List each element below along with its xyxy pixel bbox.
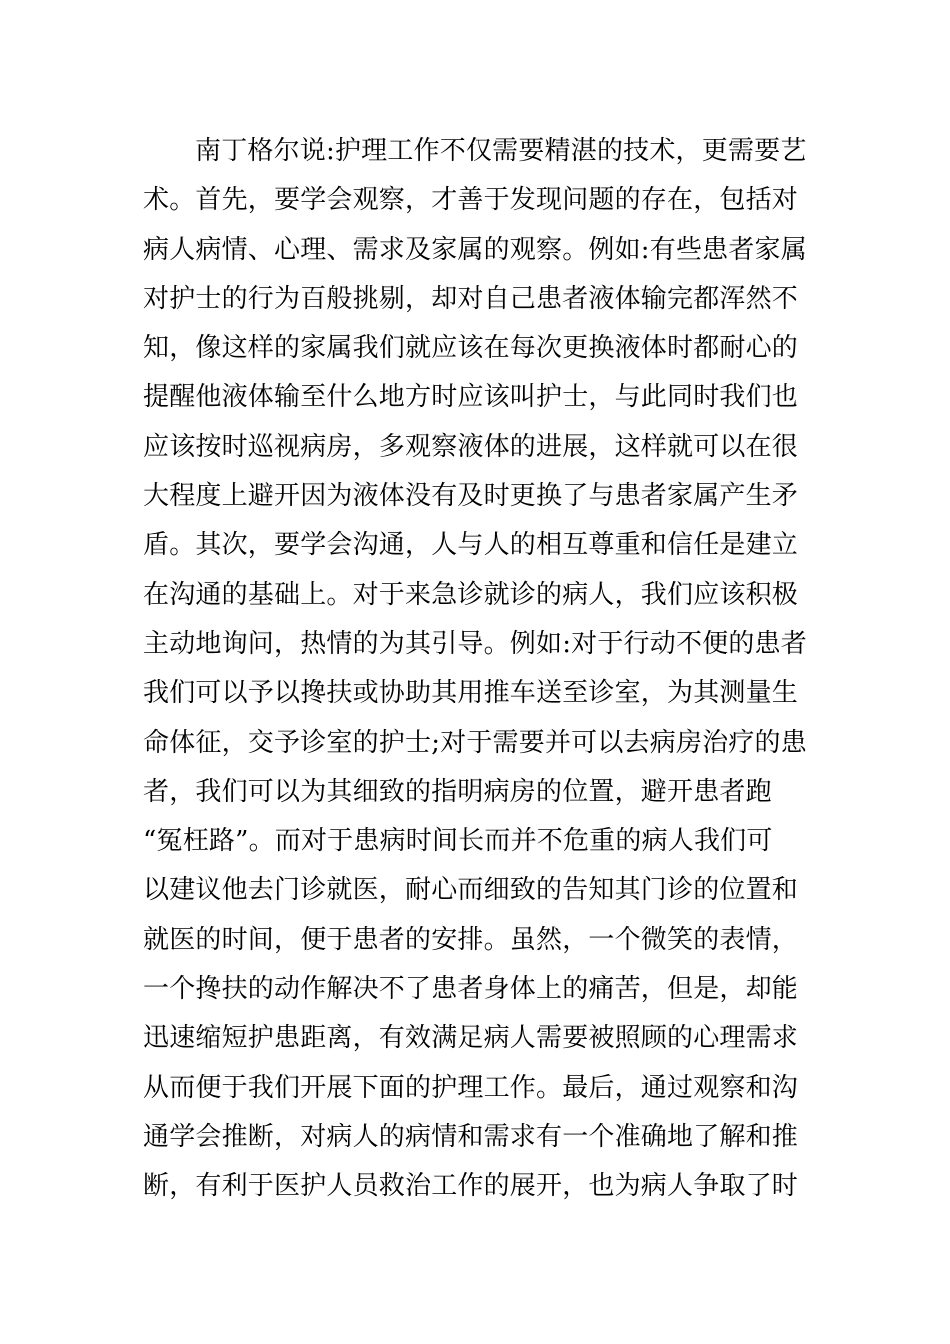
text-line-20: 从而便于我们开展下面的护理工作。最后，通过观察和沟 [143, 1072, 799, 1103]
text-line-8: 大程度上避开因为液体没有及时更换了与患者家属产生矛 [143, 481, 799, 512]
text-line-1: 南丁格尔说:护理工作不仅需要精湛的技术，更需要艺 [195, 136, 807, 166]
body-paragraph [143, 127, 813, 1212]
text-line-22: 断，有利于医护人员救治工作的展开，也为病人争取了时 [143, 1171, 799, 1202]
text-line-4: 对护士的行为百般挑剔，却对自己患者液体输完都浑然不 [143, 283, 799, 314]
text-line-21: 通学会推断，对病人的病情和需求有一个准确地了解和推 [143, 1121, 799, 1152]
text-line-13: 命体征，交予诊室的护士;对于需要并可以去病房治疗的患 [143, 727, 807, 758]
text-line-6: 提醒他液体输至什么地方时应该叫护士，与此同时我们也 [143, 382, 799, 413]
text-line-2: 术。首先，要学会观察，才善于发现问题的存在，包括对 [143, 185, 799, 216]
text-line-10: 在沟通的基础上。对于来急诊就诊的病人，我们应该积极 [143, 579, 799, 610]
text-line-14: 者，我们可以为其细致的指明病房的位置，避开患者跑 [143, 776, 772, 807]
text-line-16: 以建议他去门诊就医，耐心而细致的告知其门诊的位置和 [143, 875, 799, 906]
text-line-17: 就医的时间，便于患者的安排。虽然，一个微笑的表情， [143, 924, 799, 955]
text-line-18: 一个搀扶的动作解决不了患者身体上的痛苦，但是，却能 [143, 974, 799, 1005]
text-line-19: 迅速缩短护患距离，有效满足病人需要被照顾的心理需求 [143, 1023, 799, 1054]
text-line-5: 知，像这样的家属我们就应该在每次更换液体时都耐心的 [143, 333, 799, 364]
text-line-3: 病人病情、心理、需求及家属的观察。例如:有些患者家属 [143, 234, 807, 265]
text-line-12: 我们可以予以搀扶或协助其用推车送至诊室，为其测量生 [143, 678, 799, 709]
text-line-15: “冤枉路”。而对于患病时间长而并不危重的病人我们可 [143, 826, 773, 857]
text-line-9: 盾。其次，要学会沟通，人与人的相互尊重和信任是建立 [143, 530, 799, 561]
text-line-7: 应该按时巡视病房，多观察液体的进展，这样就可以在很 [143, 431, 799, 462]
text-line-11: 主动地询问，热情的为其引导。例如:对于行动不便的患者 [143, 628, 807, 659]
